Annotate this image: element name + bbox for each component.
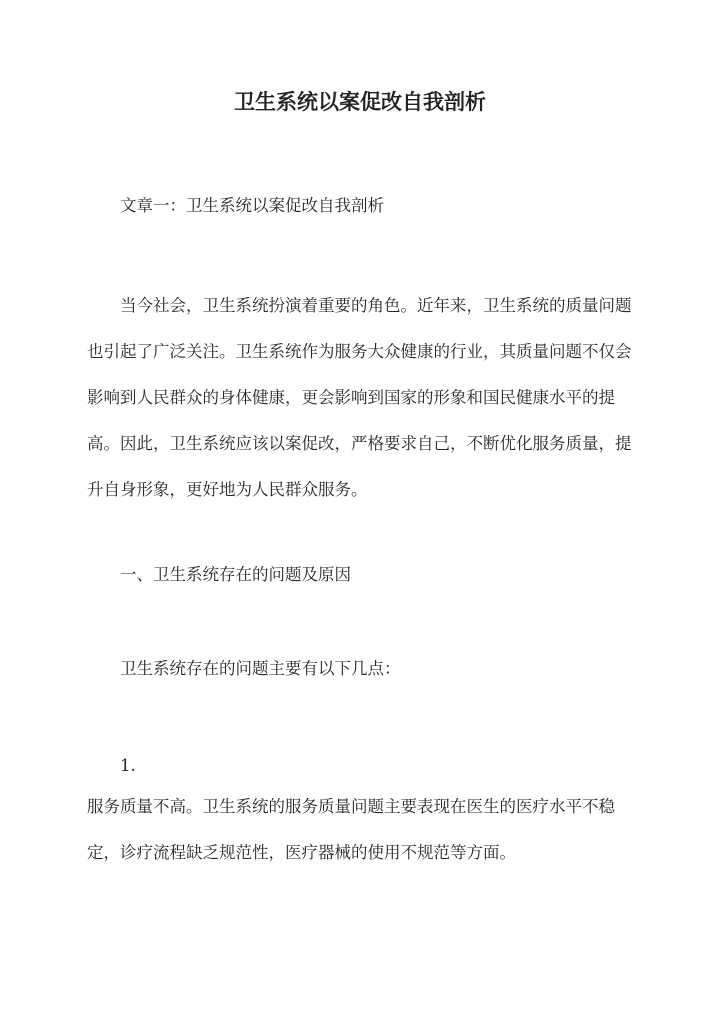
document-title: 卫生系统以案促改自我剖析: [234, 89, 486, 114]
list-item-text: 服务质量不高。卫生系统的服务质量问题主要表现在医生的医疗水平不稳定，诊疗流程缺乏规范性，医疗器械的使用不规范等方面。: [87, 797, 615, 862]
intro-paragraph: 当今社会，卫生系统扮演着重要的角色。近年来，卫生系统的质量问题也引起了广泛关注。卫生系统作为服务大众健康的行业，其质量问题不仅会影响到人民群众的身体健康，更会影响到国家的形象和国民健康水平的提高。因此，卫生系统应该以案促改，严格要求自己，不断优化服务质量，提升自身形象，更好地为人民群众服务。: [87, 296, 632, 499]
article-subtitle: 文章一：卫生系统以案促改自我剖析: [120, 196, 384, 215]
section-lead-paragraph: 卫生系统存在的问题主要有以下几点：: [120, 659, 401, 678]
section-heading: 一、卫生系统存在的问题及原因: [120, 565, 351, 584]
list-item-number: 1.: [120, 756, 136, 775]
